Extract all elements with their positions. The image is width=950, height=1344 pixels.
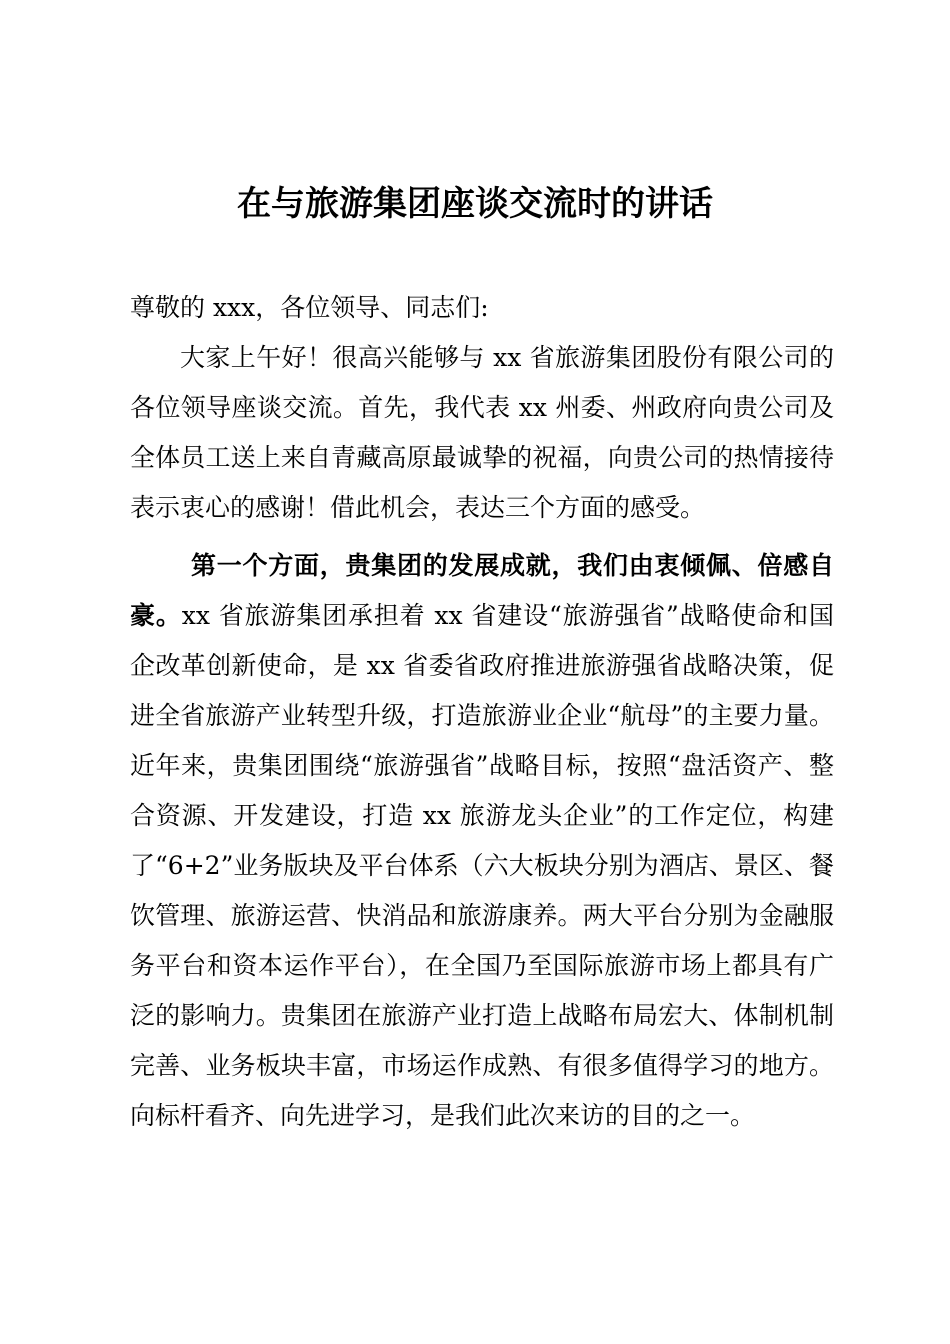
paragraph-greeting: 大家上午好！很高兴能够与 xx 省旅游集团股份有限公司的各位领导座谈交流。首先，我代表 xx 州委、州政府向贵公司及全体员工送上来自青藏高原最诚挚的祝福，向贵公司的热情接待表示衷心的感谢！借此机会，表达三个方面的感受。 [130,343,834,522]
section-one-body: xx 省旅游集团承担着 xx 省建设“旅游强省”战略使命和国企改革创新使命，是 xx 省委省政府推进旅游强省战略决策，促进全省旅游产业转型升级，打造旅游业企业“航母”的主要力量。近年来，贵集团围绕“旅游强省”战略目标，按照“盘活资产、整合资源、开发建设，打造 xx 旅游龙头企业”的工作定位，构建了“6+2”业务版块及平台体系（六大板块分别为酒店、景区、餐饮管理、旅游运营、快消品和旅游康养。两大平台分别为金融服务平台和资本运作平台），在全国乃至国际旅游市场上都具有广泛的影响力。贵集团在旅游产业打造上战略布局宏大、体制机制完善、业务板块丰富，市场运作成熟、有很多值得学习的地方。向标杆看齐、向先进学习，是我们此次来访的目的之一。 [130,601,834,1130]
section-one-heading: 第一个方面，贵集团的发展成就，我们由衷倾佩、倍感自豪。 [130,551,834,630]
salutation: 尊敬的 xxx，各位领导、同志们: [130,293,489,322]
paragraph-section-one [130,541,834,1141]
document-body [130,283,834,1141]
document-title: 在与旅游集团座谈交流时的讲话 [237,184,713,224]
